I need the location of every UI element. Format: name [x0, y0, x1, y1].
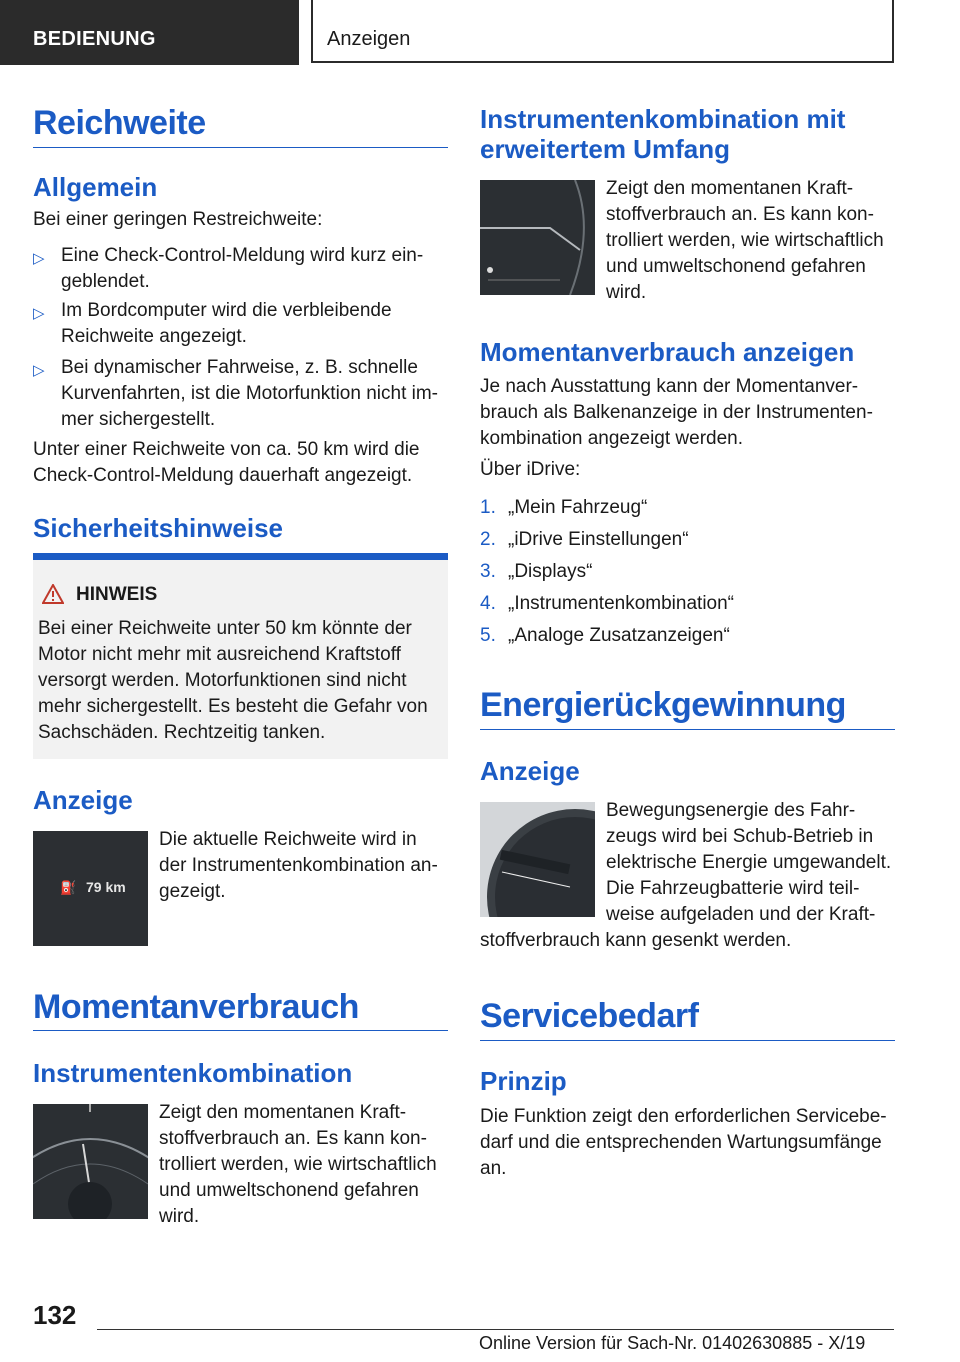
bullet-item: Eine Check-Control-Meldung wird kurz ein- geblendet. — [61, 245, 424, 292]
title-servicebedarf: Servicebedarf — [480, 997, 699, 1035]
ike-text: Zeigt den momentanen Kraft- stoffverbrauch an. Es kann kon- trolliert werden, wie wirtschaftlich und umweltschonend gefahren wird. — [606, 178, 884, 303]
warning-label: HINWEIS — [76, 584, 158, 605]
title-energierueckgewinnung: Energierückgewinnung — [480, 686, 846, 724]
allgemein-intro: Bei einer geringen Restreichweite: — [33, 209, 323, 230]
energie-text-full: stoffverbrauch kann gesenkt werden. — [480, 930, 792, 951]
footer-rule — [97, 1329, 894, 1330]
step-number: 3. — [480, 561, 496, 582]
header-chapter: Anzeigen — [327, 28, 411, 50]
ik-text: Zeigt den momentanen Kraft- stoffverbrauch an. Es kann kon- trolliert werden, wie wirtschaftlich und umweltschonend gefahren wird. — [159, 1102, 437, 1227]
heading-instrumentenkombination: Instrumentenkombination — [33, 1058, 353, 1088]
heading-anzeige-energie: Anzeige — [480, 756, 580, 786]
heading-ik-erweitert: Instrumentenkombination mit erweitertem Umfang — [480, 104, 846, 164]
footer-text: Online Version für Sach-Nr. 01402630885 - X/19 — [479, 1333, 866, 1353]
bullet-item: Bei dynamischer Fahrweise, z. B. schnelle Kurvenfahrten, ist die Motorfunktion nicht im- mer sichergestellt. — [61, 357, 439, 430]
extended-gauge-image — [480, 180, 595, 295]
title-rule — [33, 147, 448, 148]
step-number: 5. — [480, 625, 496, 646]
step-item: „Mein Fahrzeug“ — [508, 497, 648, 518]
bullet-triangle-icon: ▷ — [33, 305, 45, 322]
header-section-tab — [0, 0, 299, 65]
range-readout: 79 km — [86, 879, 126, 895]
heading-sicherheitshinweise: Sicherheitshinweise — [33, 513, 283, 543]
step-item: „Analoge Zusatzanzeigen“ — [508, 625, 730, 646]
step-item: „Displays“ — [508, 561, 593, 582]
warning-box — [33, 553, 448, 759]
idrive-label: Über iDrive: — [480, 459, 581, 480]
title-reichweite: Reichweite — [33, 104, 206, 142]
step-item: „iDrive Einstellungen“ — [508, 529, 689, 550]
title-rule — [480, 729, 895, 730]
header-section: BEDIENUNG — [33, 28, 156, 50]
fuel-pump-icon: ⛽ — [60, 880, 77, 895]
heading-anzeige: Anzeige — [33, 785, 133, 815]
heading-allgemein: Allgemein — [33, 172, 158, 202]
bullet-triangle-icon: ▷ — [33, 250, 45, 267]
range-display-image — [33, 831, 148, 946]
energie-text-side: Bewegungsenergie des Fahr- zeugs wird bei Schub-Betrieb in elektrische Energie umgewandelt. Die Fahrzeugbatterie wird teil- weise aufgeladen und der Kraft- — [606, 800, 892, 925]
step-number: 1. — [480, 497, 496, 518]
title-rule — [33, 1030, 448, 1031]
bullet-triangle-icon: ▷ — [33, 362, 45, 379]
prinzip-text: Die Funktion zeigt den erforderlichen Servicebe- darf und die entsprechenden Wartungsumfänge an. — [480, 1106, 887, 1179]
title-rule — [480, 1040, 895, 1041]
warning-text: Bei einer Reichweite unter 50 km könnte der Motor nicht mehr mit ausreichend Kraftstoff versorgt werden. Motorfunktionen sind nicht mehr sichergestellt. Es besteht die Gefahr von Sachschäden. Rechtzeitig tanken. — [38, 618, 428, 743]
step-number: 4. — [480, 593, 496, 614]
bullet-item: Im Bordcomputer wird die verbleibende Reichweite angezeigt. — [61, 300, 392, 347]
efficient-dynamics-gauge-image — [480, 802, 595, 917]
step-number: 2. — [480, 529, 496, 550]
step-item: „Instrumentenkombination“ — [508, 593, 734, 614]
anzeige-text: Die aktuelle Reichweite wird in der Instrumentenkombination an- gezeigt. — [159, 829, 438, 902]
heading-prinzip: Prinzip — [480, 1066, 567, 1096]
title-momentanverbrauch: Momentanverbrauch — [33, 988, 359, 1026]
mv-text: Je nach Ausstattung kann der Momentanver- brauch als Balkenanzeige in der Instrumenten- kombination angezeigt werden. — [480, 376, 873, 449]
page-number: 132 — [33, 1300, 77, 1330]
gauge-image — [33, 1104, 148, 1219]
header-chapter-box — [311, 0, 894, 63]
heading-momentanverbrauch-anzeigen: Momentanverbrauch anzeigen — [480, 337, 855, 367]
warning-triangle-icon — [42, 584, 64, 604]
allgemein-outro: Unter einer Reichweite von ca. 50 km wird die Check-Control-Meldung dauerhaft angezeigt. — [33, 439, 420, 486]
